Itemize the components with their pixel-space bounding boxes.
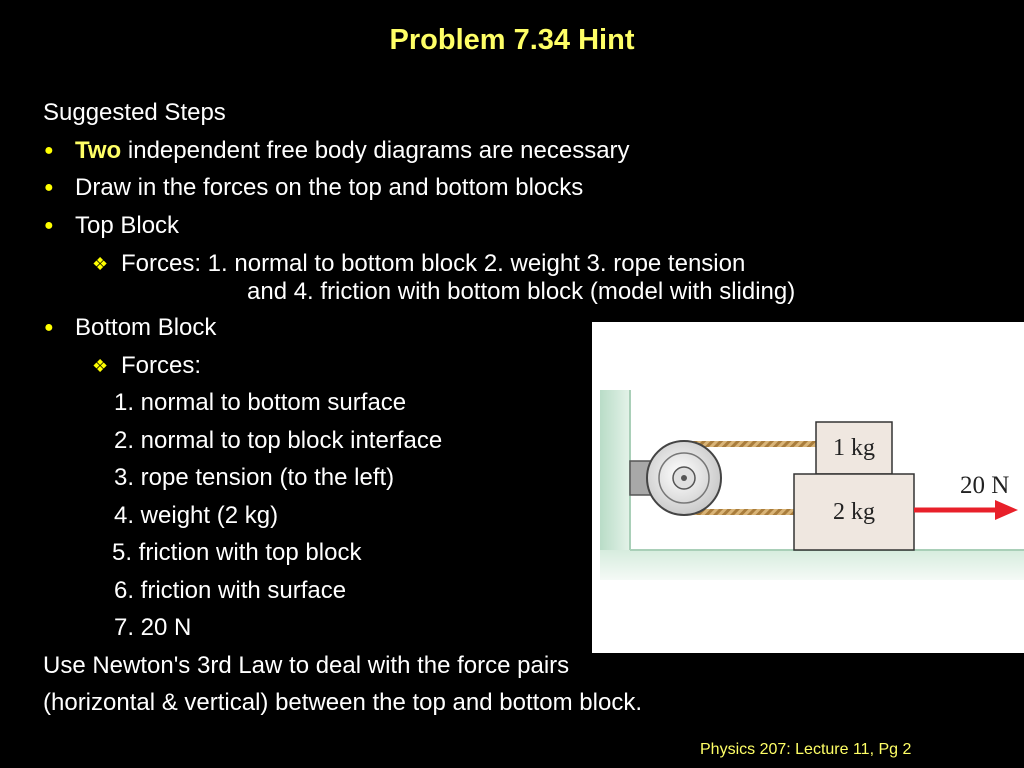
closing-line-1: Use Newton's 3rd Law to deal with the force pairs <box>43 652 570 679</box>
bullet-item-2: Draw in the forces on the top and bottom blocks <box>75 174 584 201</box>
bullet-dot-icon: ● <box>44 179 54 196</box>
top-block-forces-line2: and 4. friction with bottom block (model with sliding) <box>247 278 796 305</box>
bullet-text: independent free body diagrams are necessary <box>121 137 630 164</box>
bullet-highlight: Two <box>75 137 122 164</box>
force-item: 3. rope tension (to the left) <box>114 464 395 491</box>
bottom-block-label: 2 kg <box>833 499 875 525</box>
force-item: 6. friction with surface <box>114 577 347 604</box>
bullet-dot-icon: ● <box>44 217 54 234</box>
slide-title: Problem 7.34 Hint <box>389 24 635 56</box>
force-item: 5. friction with top block <box>112 539 362 566</box>
bullet-dot-icon: ● <box>44 142 54 159</box>
floor <box>600 550 1024 580</box>
figure-svg <box>592 322 1024 653</box>
force-item: 4. weight (2 kg) <box>114 502 279 529</box>
force-item: 2. normal to top block interface <box>114 427 443 454</box>
force-item: 1. normal to bottom surface <box>114 389 407 416</box>
bullet-dot-icon: ● <box>44 319 54 336</box>
top-block-forces-line1: Forces: 1. normal to bottom block 2. weight 3. rope tension <box>121 250 746 277</box>
upper-rope <box>688 441 816 447</box>
top-block-label: 1 kg <box>833 435 875 461</box>
force-label: 20 N <box>960 472 1010 499</box>
bottom-block-forces-label: Forces: <box>121 352 202 379</box>
closing-line-2: (horizontal & vertical) between the top and bottom block. <box>43 689 642 716</box>
diamond-bullet-icon: ❖ <box>92 254 109 274</box>
intro-text: Suggested Steps <box>43 99 226 126</box>
force-item: 7. 20 N <box>114 614 192 641</box>
diamond-bullet-icon: ❖ <box>92 356 109 376</box>
bullet-item-3: Top Block <box>75 212 180 239</box>
force-arrowhead-icon <box>995 500 1018 520</box>
block-pulley-figure <box>592 322 1024 653</box>
bottom-block-label: Bottom Block <box>75 314 217 341</box>
bullet-item-1 <box>75 137 630 165</box>
footer-text: Physics 207: Lecture 11, Pg 2 <box>700 741 912 758</box>
